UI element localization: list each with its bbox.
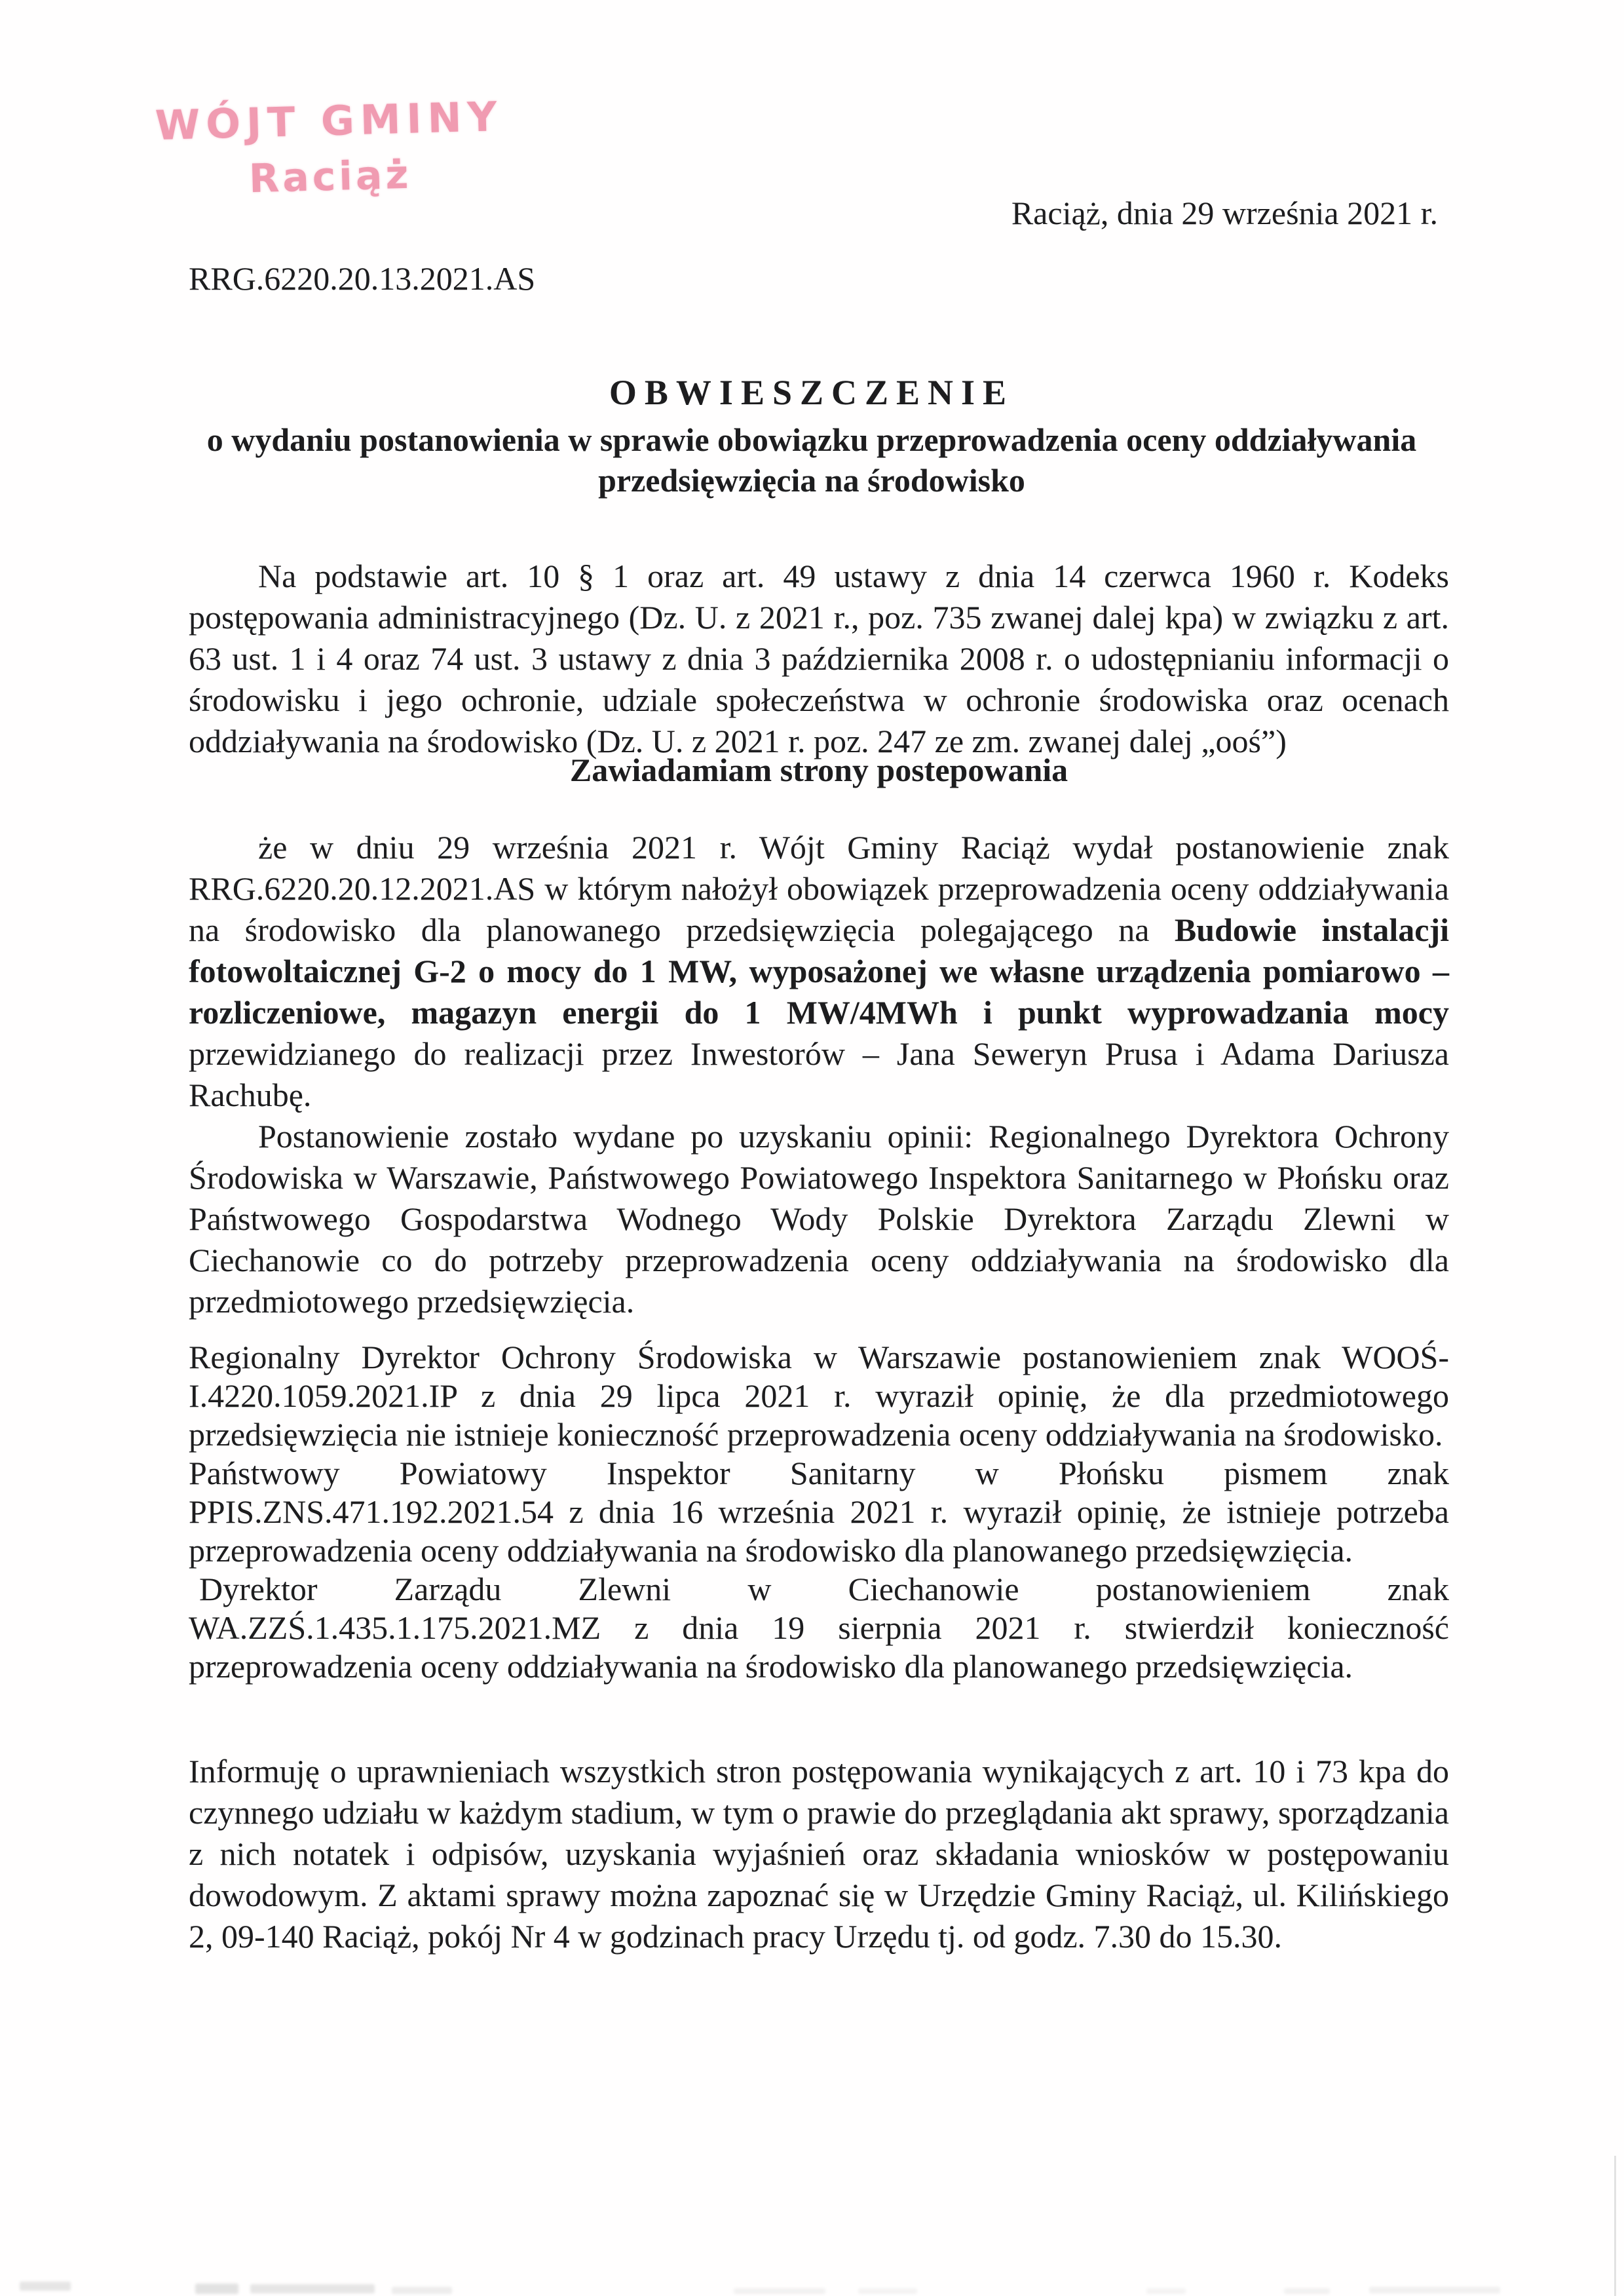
scan-artifact [20, 2282, 71, 2291]
decision-block [189, 827, 1449, 1322]
stamp-town-name: Raciąż [248, 151, 413, 202]
paragraph-rights-info: Informuję o uprawnieniach wszystkich stron postępowania wynikających z art. 10 i 73 kpa do czynnego udziału w każdym stadium, w tym o prawie do przeglądania akt sprawy, sporządzania z nich notatek i odpisów, uzyskania wyjaśnień oraz składania wniosków w postępowaniu dowodowym. Z aktami sprawy można zapoznać się w Urzędzie Gminy Raciąż, ul. Kilińskiego 2, 09-140 Raciąż, pokój Nr 4 w godzinach pracy Urzędu tj. od godz. 7.30 do 15.30. [189, 1753, 1449, 1955]
paragraph-opinion-rdos: Regionalny Dyrektor Ochrony Środowiska w Warszawie postanowieniem znak WOOŚ-I.4220.1059.2021.IP z dnia 29 lipca 2021 r. wyraził opinię, że dla przedmiotowego przedsięwzięcia nie istnieje konieczność przeprowadzenia oceny oddziaływania na środowisko. [189, 1339, 1449, 1453]
scan-artifact [392, 2287, 452, 2294]
scan-artifact [1369, 2287, 1500, 2293]
document-title: OBWIESZCZENIE [609, 373, 1015, 412]
mayor-stamp [155, 92, 504, 204]
decision-project-name: Budowie instalacji fotowoltaicznej G-2 o mocy do 1 MW, wyposażonej we własne urządzenia pomiarowo – rozliczeniowe, magazyn energii do 1 MW/4MWh i punkt wyprowadzania mocy [189, 911, 1449, 1031]
decision-text-pre: że w dniu 29 września 2021 r. Wójt Gminy Raciąż wydał postanowienie znak RRG.6220.20.12.2021.AS w którym nałożył obowiązek przeprowadzenia oceny oddziaływania na środowisko dla planowanego przedsięwzięcia polegającego na [189, 829, 1449, 948]
case-reference-number: RRG.6220.20.13.2021.AS [189, 260, 536, 297]
paragraph-decision [189, 827, 1449, 1116]
paragraph-opinions-intro: Postanowienie zostało wydane po uzyskaniu opinii: Regionalnego Dyrektora Ochrony Środowiska w Warszawie, Państwowego Powiatowego Inspektora Sanitarnego w Płońsku oraz Państwowego Gospodarstwa Wodnego Wody Polskie Dyrektora Zarządu Zlewni w Ciechanowie co do potrzeby przeprowadzenia oceny oddziaływania na środowisko dla przedmiotowego przedsięwzięcia. [189, 1118, 1449, 1320]
paragraph-opinion-waters: Dyrektor Zarządu Zlewni w Ciechanowie postanowieniem znak WA.ZZŚ.1.435.1.175.2021.MZ z dnia 19 sierpnia 2021 r. stwierdził konieczność przeprowadzenia oceny oddziaływania na środowisko dla planowanego przedsięwzięcia. [189, 1571, 1449, 1685]
title-block [181, 372, 1442, 501]
scan-artifact [1284, 2288, 1330, 2294]
notice-heading: Zawiadamiam strony postepowania [569, 752, 1068, 788]
stamp-office-name: WÓJT GMINY [155, 92, 504, 149]
scan-artifact [250, 2284, 375, 2293]
document-subtitle: o wydaniu postanowienia w sprawie obowiązku przeprowadzenia oceny oddziaływania przedsięwzięcia na środowisko [206, 421, 1417, 499]
place-date-line: Raciąż, dnia 29 września 2021 r. [1011, 195, 1438, 231]
scan-artifact [1146, 2288, 1186, 2294]
paragraph-opinion-sanitary: Państwowy Powiatowy Inspektor Sanitarny w Płońsku pismem znak PPIS.ZNS.471.192.2021.54 z dnia 16 września 2021 r. wyraził opinię, że istnieje potrzeba przeprowadzenia oceny oddziaływania na środowisko dla planowanego przedsięwzięcia. [189, 1455, 1449, 1569]
scan-artifact [734, 2288, 825, 2294]
scan-artifact [195, 2284, 238, 2294]
paragraph-legal-basis: Na podstawie art. 10 § 1 oraz art. 49 ustawy z dnia 14 czerwca 1960 r. Kodeks postępowania administracyjnego (Dz. U. z 2021 r., poz. 735 zwanej dalej kpa) w związku z art. 63 ust. 1 i 4 oraz 74 ust. 3 ustawy z dnia 3 października 2008 r. o udostępnianiu informacji o środowisku i jego ochronie, udziale społeczeństwa w ochronie środowiska oraz ocenach oddziaływania na środowisko (Dz. U. z 2021 r. poz. 247 ze zm. zwanej dalej „ooś”) [189, 558, 1449, 759]
scan-artifact [858, 2288, 917, 2294]
decision-text-post: przewidzianego do realizacji przez Inwestorów – Jana Seweryn Prusa i Adama Dariusza Rachubę. [189, 1035, 1449, 1113]
scan-edge-line [1614, 2156, 1616, 2296]
opinions-block [189, 1338, 1449, 1686]
